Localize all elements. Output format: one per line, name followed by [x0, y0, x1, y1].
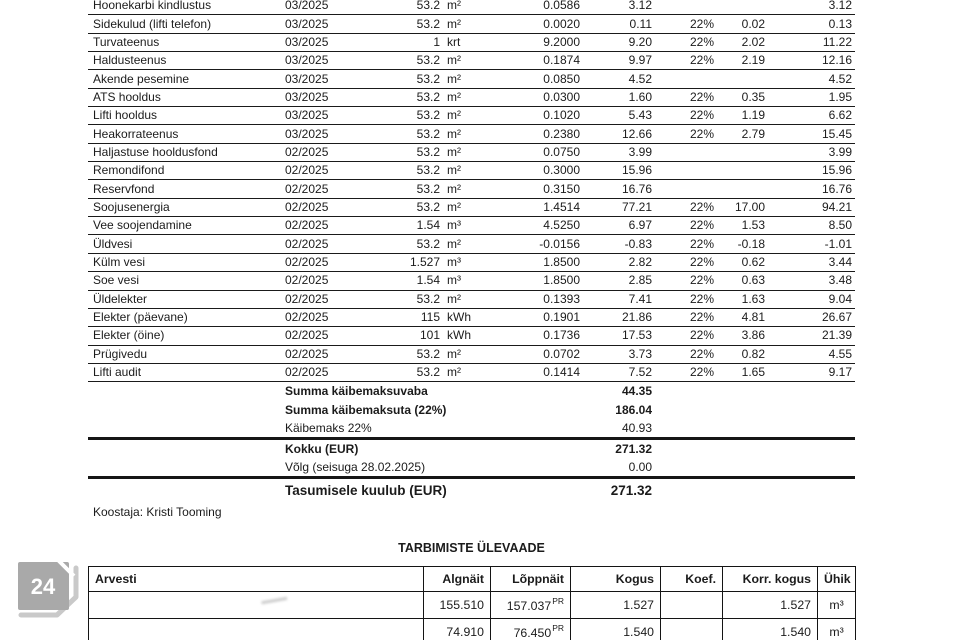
net-sum: 4.52	[628, 71, 652, 86]
net-sum: 7.52	[628, 365, 652, 380]
vat-rate: 22%	[689, 108, 714, 123]
net-sum: 2.85	[628, 273, 652, 288]
vat-amount: 0.62	[741, 254, 765, 269]
consumption-title: TARBIMISTE ÜLEVAADE	[398, 540, 545, 555]
charge-row	[88, 15, 855, 33]
net-sum: 6.97	[628, 218, 652, 233]
row-total: 94.21	[821, 199, 852, 214]
billing-period: 03/2025	[285, 108, 329, 123]
charge-row	[88, 291, 855, 309]
vat-rate: 22%	[689, 34, 714, 49]
billing-period: 02/2025	[285, 199, 329, 214]
start-reading: 74.910	[424, 618, 491, 640]
unit-price: 9.2000	[543, 34, 580, 49]
col-header-corr-qty: Korr. kogus	[723, 566, 818, 591]
page-corner-icon	[14, 556, 84, 622]
vat-amount: 2.19	[741, 53, 765, 68]
summary-value: 0.00	[628, 459, 652, 474]
net-sum: 0.11	[629, 16, 652, 31]
billing-period: 02/2025	[285, 144, 329, 159]
unit-price: 0.0300	[543, 89, 580, 104]
row-total: 4.52	[828, 71, 852, 86]
net-sum: 7.41	[628, 291, 652, 306]
vat-rate: 22%	[689, 53, 714, 68]
row-total: 8.50	[828, 218, 852, 233]
author-line: Koostaja: Kristi Tooming	[93, 504, 222, 519]
service-name: Üldvesi	[93, 236, 133, 251]
col-header-end: Lõppnäit	[491, 566, 571, 591]
service-name: Soe vesi	[93, 273, 140, 288]
service-name: Elekter (öine)	[93, 328, 165, 343]
coefficient	[661, 618, 723, 640]
vat-rate: 22%	[689, 199, 714, 214]
summary-label: Summa käibemaksuta (22%)	[285, 402, 447, 417]
net-sum: 3.73	[628, 346, 652, 361]
billing-period: 03/2025	[285, 53, 329, 68]
col-header-meter: Arvesti	[89, 566, 424, 591]
net-sum: 21.86	[621, 310, 652, 325]
unit-price: 0.1736	[543, 328, 580, 343]
charge-row	[88, 162, 855, 180]
payable-label: Tasumisele kuulub (EUR)	[285, 482, 447, 498]
unit: m²	[447, 346, 461, 361]
unit-price: 0.1874	[543, 53, 580, 68]
unit: m²	[447, 163, 461, 178]
summary-value: 186.04	[615, 402, 652, 417]
service-name: Külm vesi	[93, 254, 146, 269]
consumption-row	[89, 591, 856, 618]
vat-rate: 22%	[689, 236, 714, 251]
service-name: Reservfond	[93, 181, 155, 196]
col-header-start: Algnäit	[424, 566, 491, 591]
row-total: 0.13	[828, 16, 852, 31]
row-total: 3.99	[828, 144, 852, 159]
charge-row	[88, 107, 855, 125]
service-name: Hoonekarbi kindlustus	[93, 0, 212, 13]
quantity: 101	[419, 328, 440, 343]
quantity: 53.2	[416, 236, 440, 251]
net-sum: 9.97	[628, 53, 652, 68]
unit-price: 0.3150	[543, 181, 580, 196]
vat-amount: 17.00	[734, 199, 765, 214]
summary-label: Summa käibemaksuvaba	[285, 384, 428, 399]
unit-price: 0.1020	[543, 108, 580, 123]
billing-period: 03/2025	[285, 126, 329, 141]
net-sum: 17.53	[621, 328, 652, 343]
unit-price: 1.8500	[543, 254, 580, 269]
net-sum: 2.82	[628, 254, 652, 269]
row-total: -1.01	[824, 236, 852, 251]
quantity: 53.2	[416, 16, 440, 31]
vat-amount: 1.63	[741, 291, 765, 306]
unit-price: 0.0586	[543, 0, 580, 13]
vat-amount: 2.79	[741, 126, 765, 141]
service-name: Remondifond	[93, 163, 165, 178]
vat-rate: 22%	[689, 346, 714, 361]
quantity: 1	[433, 34, 440, 49]
vat-rate: 22%	[689, 310, 714, 325]
consumption-table	[88, 566, 856, 640]
row-total: 12.16	[821, 53, 852, 68]
unit: m²	[447, 181, 461, 196]
vat-rate: 22%	[689, 328, 714, 343]
col-header-coef: Koef.	[661, 566, 723, 591]
quantity: 115	[420, 310, 440, 325]
service-name: Vee soojendamine	[93, 218, 192, 233]
vat-rate: 22%	[689, 365, 714, 380]
summary-label: Kokku (EUR)	[285, 441, 359, 456]
unit: m³	[447, 218, 461, 233]
summary-value: 271.32	[615, 441, 652, 456]
row-total: 15.45	[821, 126, 852, 141]
row-total: 16.76	[821, 181, 852, 196]
summary-line	[88, 419, 855, 437]
unit: kWh	[447, 310, 471, 325]
quantity: 53.2	[416, 199, 440, 214]
start-reading: 155.510	[424, 591, 491, 618]
net-sum: 1.60	[628, 89, 652, 104]
vat-amount: 3.86	[741, 328, 765, 343]
billing-period: 03/2025	[285, 0, 329, 13]
end-reading	[491, 618, 571, 640]
unit: m²	[447, 53, 461, 68]
billing-period: 03/2025	[285, 89, 329, 104]
row-total: 9.17	[828, 365, 852, 380]
charge-row	[88, 235, 855, 253]
quantity: 1.54	[416, 273, 440, 288]
quantity: 53.2	[416, 144, 440, 159]
coefficient	[661, 591, 723, 618]
net-sum: 15.96	[621, 163, 652, 178]
charge-row	[88, 0, 855, 15]
consumed-quantity: 1.527	[571, 591, 661, 618]
row-total: 4.55	[828, 346, 852, 361]
service-name: Haljastuse hooldusfond	[93, 144, 218, 159]
page-number-badge	[14, 556, 84, 627]
charge-row	[88, 364, 855, 382]
billing-period: 02/2025	[285, 310, 329, 325]
reading-type-flag: PR	[552, 622, 564, 633]
billing-period: 02/2025	[285, 163, 329, 178]
charge-row	[88, 70, 855, 88]
billing-period: 02/2025	[285, 218, 329, 233]
net-sum: 5.43	[628, 108, 652, 123]
unit: m³	[447, 254, 461, 269]
page-number-text: 24	[30, 574, 56, 599]
charge-row	[88, 52, 855, 70]
meter-name	[89, 618, 424, 640]
unit-price: 0.0020	[543, 16, 580, 31]
charge-row	[88, 327, 855, 345]
col-header-quantity: Kogus	[571, 566, 661, 591]
row-total: 6.62	[828, 108, 852, 123]
net-sum: -0.83	[624, 236, 652, 251]
vat-rate: 22%	[689, 16, 714, 31]
net-sum: 12.66	[621, 126, 652, 141]
unit: m²	[447, 108, 461, 123]
unit: kWh	[447, 328, 471, 343]
charge-row	[88, 199, 855, 217]
service-name: Lifti hooldus	[93, 108, 158, 123]
summary-label: Võlg (seisuga 28.02.2025)	[285, 459, 426, 474]
unit-price: 4.5250	[543, 218, 580, 233]
service-name: Elekter (päevane)	[93, 310, 188, 325]
unit: m²	[447, 199, 461, 214]
billing-period: 02/2025	[285, 328, 329, 343]
reading-type-flag: PR	[552, 595, 564, 606]
col-header-unit: Ühik	[818, 566, 856, 591]
unit: m³	[447, 273, 461, 288]
net-sum: 77.21	[621, 199, 652, 214]
row-total: 9.04	[828, 291, 852, 306]
unit: m²	[447, 236, 461, 251]
quantity: 53.2	[416, 346, 440, 361]
vat-rate: 22%	[689, 254, 714, 269]
consumption-header-row	[89, 566, 856, 591]
service-name: Turvateenus	[93, 34, 160, 49]
unit: m²	[447, 16, 461, 31]
vat-amount: -0.18	[737, 236, 765, 251]
meter-unit: m³	[818, 591, 856, 618]
row-total: 26.67	[821, 310, 852, 325]
quantity: 53.2	[416, 126, 440, 141]
service-name: Heakorrateenus	[93, 126, 179, 141]
charge-row	[88, 125, 855, 143]
consumption-rows	[89, 591, 856, 640]
unit: m²	[447, 71, 461, 86]
vat-amount: 0.35	[741, 89, 765, 104]
charge-row	[88, 272, 855, 290]
end-reading	[491, 591, 571, 618]
invoice-summary	[88, 382, 855, 501]
unit-price: 0.1901	[543, 310, 580, 325]
charges-table	[88, 0, 855, 382]
payable-value: 271.32	[610, 482, 652, 498]
end-reading-value: 157.037	[506, 598, 552, 613]
summary-value: 40.93	[621, 420, 652, 435]
charge-row	[88, 309, 855, 327]
unit: m²	[447, 144, 461, 159]
billing-period: 02/2025	[285, 346, 329, 361]
summary-line	[88, 458, 855, 476]
charge-row	[88, 34, 855, 52]
vat-rate: 22%	[689, 218, 714, 233]
unit-price: 0.0702	[543, 346, 580, 361]
invoice-document	[88, 0, 855, 640]
vat-amount: 4.81	[741, 310, 765, 325]
billing-period: 02/2025	[285, 236, 329, 251]
meter-unit: m³	[818, 618, 856, 640]
summary-label: Käibemaks 22%	[285, 420, 372, 435]
row-total: 3.44	[828, 254, 852, 269]
vat-amount: 1.53	[741, 218, 765, 233]
service-name: Üldelekter	[93, 291, 148, 306]
summary-line	[88, 440, 855, 458]
quantity: 53.2	[416, 53, 440, 68]
quantity: 53.2	[416, 163, 440, 178]
unit: m²	[447, 89, 461, 104]
billing-period: 03/2025	[285, 16, 329, 31]
unit-price: 0.1393	[543, 291, 580, 306]
quantity: 53.2	[416, 291, 440, 306]
unit-price: 0.0750	[543, 144, 580, 159]
corrected-quantity: 1.527	[723, 591, 818, 618]
charge-row	[88, 180, 855, 198]
quantity: 1.527	[409, 254, 440, 269]
vat-amount: 2.02	[741, 34, 765, 49]
row-total: 11.22	[822, 34, 852, 49]
unit-price: 0.3000	[543, 163, 580, 178]
summary-value: 44.35	[621, 384, 652, 399]
unit: m²	[447, 0, 461, 13]
meter-name	[89, 591, 424, 618]
consumed-quantity: 1.540	[571, 618, 661, 640]
summary-line	[88, 401, 855, 419]
charge-row	[88, 217, 855, 235]
tax-summary-lines	[88, 382, 855, 437]
vat-amount: 0.02	[741, 16, 765, 31]
billing-period: 03/2025	[285, 34, 329, 49]
quantity: 53.2	[416, 71, 440, 86]
service-name: Haldusteenus	[93, 53, 167, 68]
unit: m²	[447, 365, 461, 380]
service-name: Prügivedu	[93, 346, 148, 361]
service-name: Soojusenergia	[93, 199, 170, 214]
net-sum: 3.12	[628, 0, 652, 13]
quantity: 53.2	[416, 365, 440, 380]
unit: m²	[447, 291, 461, 306]
total-summary-lines	[88, 440, 855, 477]
vat-rate: 22%	[689, 273, 714, 288]
vat-amount: 0.82	[741, 346, 765, 361]
vat-amount: 1.19	[741, 108, 765, 123]
unit-price: -0.0156	[539, 236, 580, 251]
vat-rate: 22%	[689, 291, 714, 306]
charge-row	[88, 89, 855, 107]
unit-price: 0.1414	[543, 365, 580, 380]
quantity: 53.2	[416, 89, 440, 104]
consumption-row	[89, 618, 856, 640]
billing-period: 02/2025	[285, 254, 329, 269]
row-total: 15.96	[821, 163, 852, 178]
service-name: Lifti audit	[93, 365, 142, 380]
quantity: 53.2	[416, 181, 440, 196]
charge-row	[88, 346, 855, 364]
quantity: 53.2	[416, 108, 440, 123]
unit-price: 1.4514	[543, 199, 580, 214]
unit-price: 0.0850	[543, 71, 580, 86]
unit-price: 1.8500	[543, 273, 580, 288]
row-total: 21.39	[821, 328, 852, 343]
vat-rate: 22%	[689, 126, 714, 141]
vat-amount: 0.63	[741, 273, 765, 288]
charge-row	[88, 144, 855, 162]
service-name: Sidekulud (lifti telefon)	[93, 16, 212, 31]
summary-line	[88, 382, 855, 400]
billing-period: 02/2025	[285, 291, 329, 306]
billing-period: 02/2025	[285, 181, 329, 196]
amount-payable-line	[88, 479, 855, 502]
end-reading-value: 76.450	[513, 625, 552, 640]
unit: krt	[447, 34, 461, 49]
corrected-quantity: 1.540	[723, 618, 818, 640]
quantity: 53.2	[416, 0, 440, 13]
unit-price: 0.2380	[543, 126, 580, 141]
billing-period: 02/2025	[285, 365, 329, 380]
row-total: 1.95	[828, 89, 852, 104]
service-name: ATS hooldus	[93, 89, 161, 104]
net-sum: 16.76	[621, 181, 652, 196]
unit: m²	[447, 126, 461, 141]
billing-period: 02/2025	[285, 273, 329, 288]
charge-row	[88, 254, 855, 272]
service-name: Akende pesemine	[93, 71, 190, 86]
row-total: 3.48	[828, 273, 852, 288]
net-sum: 3.99	[628, 144, 652, 159]
vat-rate: 22%	[689, 89, 714, 104]
quantity: 1.54	[416, 218, 440, 233]
net-sum: 9.20	[628, 34, 652, 49]
vat-amount: 1.65	[741, 365, 765, 380]
billing-period: 03/2025	[285, 71, 329, 86]
row-total: 3.12	[828, 0, 852, 13]
